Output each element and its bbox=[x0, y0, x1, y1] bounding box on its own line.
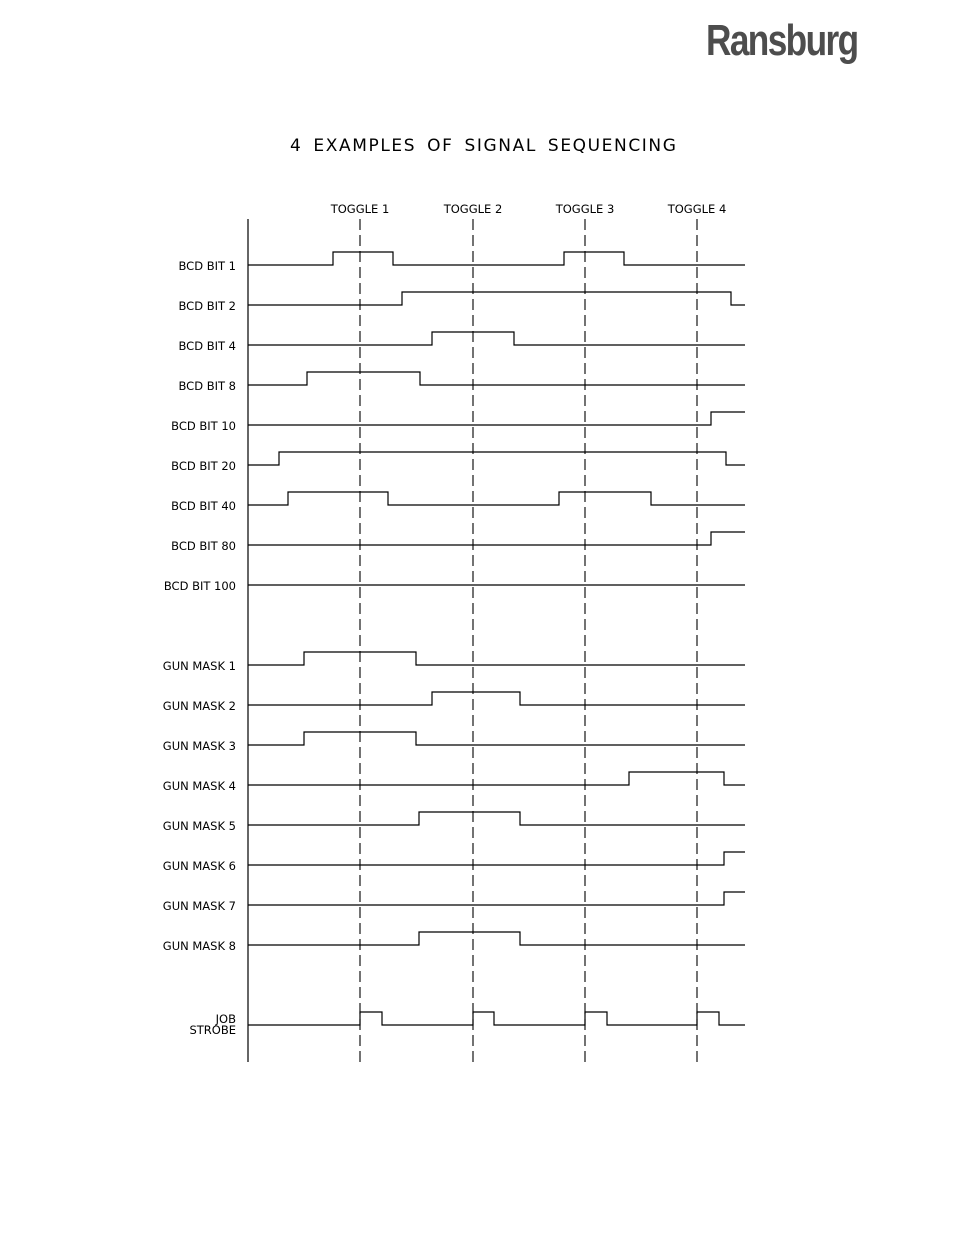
signal-trace bbox=[248, 372, 745, 385]
toggle-label-2: TOGGLE 2 bbox=[443, 202, 503, 216]
signal-trace bbox=[248, 772, 745, 785]
signal-label: GUN MASK 6 bbox=[162, 859, 236, 873]
signal-label: GUN MASK 7 bbox=[162, 899, 236, 913]
signal-label: GUN MASK 2 bbox=[162, 699, 236, 713]
signal-trace bbox=[248, 252, 745, 265]
signal-label: BCD BIT 20 bbox=[171, 459, 236, 473]
signal-traces bbox=[163, 252, 745, 1037]
signal-label: GUN MASK 4 bbox=[162, 779, 236, 793]
signal-trace bbox=[248, 932, 745, 945]
signal-trace bbox=[248, 292, 745, 305]
signal-label: BCD BIT 80 bbox=[171, 539, 236, 553]
toggle-markers bbox=[330, 202, 727, 1062]
signal-label: BCD BIT 40 bbox=[171, 499, 236, 513]
signal-label: BCD BIT 10 bbox=[171, 419, 236, 433]
signal-label: GUN MASK 8 bbox=[162, 939, 236, 953]
signal-trace bbox=[248, 852, 745, 865]
toggle-label-4: TOGGLE 4 bbox=[667, 202, 727, 216]
signal-label: GUN MASK 1 bbox=[162, 659, 236, 673]
toggle-label-1: TOGGLE 1 bbox=[330, 202, 390, 216]
signal-label: BCD BIT 8 bbox=[178, 379, 236, 393]
signal-trace bbox=[248, 732, 745, 745]
signal-trace bbox=[248, 332, 745, 345]
signal-label: GUN MASK 5 bbox=[162, 819, 236, 833]
signal-label: BCD BIT 100 bbox=[163, 579, 236, 593]
signal-label: GUN MASK 3 bbox=[162, 739, 236, 753]
signal-trace bbox=[248, 652, 745, 665]
signal-trace bbox=[248, 412, 745, 425]
toggle-label-3: TOGGLE 3 bbox=[555, 202, 615, 216]
signal-trace bbox=[248, 812, 745, 825]
signal-trace bbox=[248, 692, 745, 705]
signal-label: BCD BIT 4 bbox=[178, 339, 236, 353]
signal-trace bbox=[248, 492, 745, 505]
signal-label: BCD BIT 1 bbox=[178, 259, 236, 273]
signal-trace bbox=[248, 892, 745, 905]
signal-trace bbox=[248, 452, 745, 465]
signal-trace bbox=[248, 1012, 745, 1025]
signal-trace bbox=[248, 532, 745, 545]
ransburg-logo: Ransburg bbox=[706, 16, 858, 65]
signal-label: JOB STROBE bbox=[189, 1012, 236, 1037]
signal-label: BCD BIT 2 bbox=[178, 299, 236, 313]
diagram-title: 4 EXAMPLES OF SIGNAL SEQUENCING bbox=[290, 136, 678, 156]
